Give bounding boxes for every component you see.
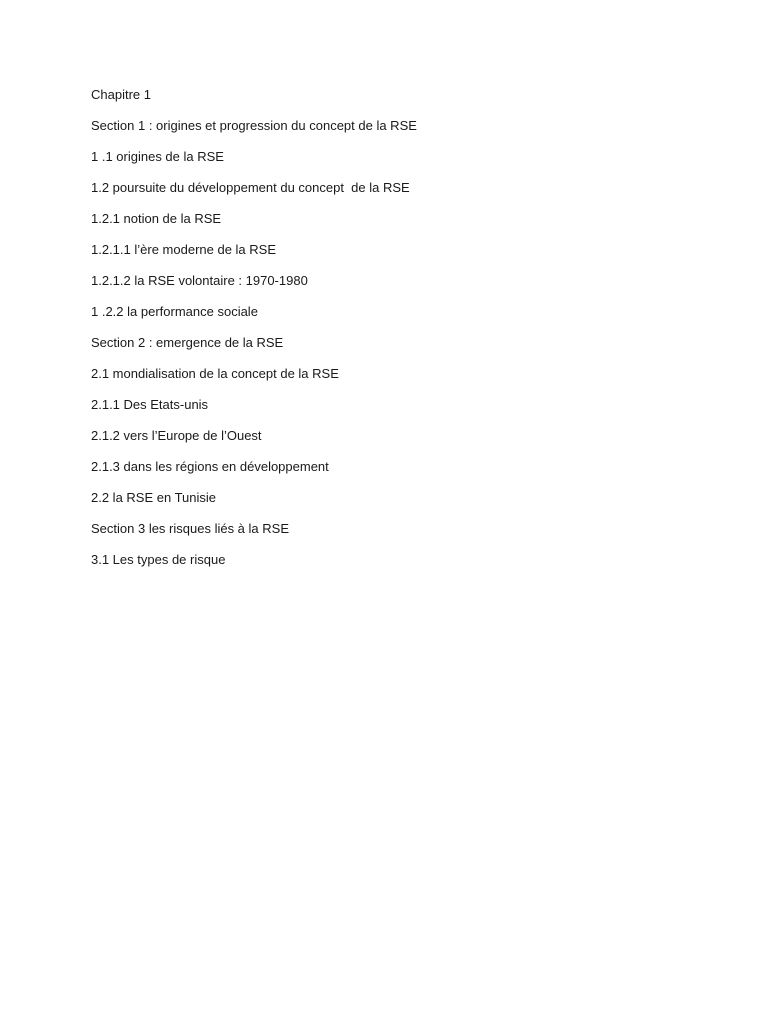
subsubsection-heading: 2.1.2 vers l’Europe de l’Ouest xyxy=(91,428,262,443)
outline-item: 1.2.1.1 l’ère moderne de la RSE xyxy=(91,242,276,257)
subsubsection-heading: 1.2.1 notion de la RSE xyxy=(91,211,222,226)
section-heading: Section 1 : origines et progression du concept de la RSE xyxy=(91,118,417,133)
subsection-heading: 1 .1 origines de la RSE xyxy=(91,149,224,164)
subsubsection-heading: 1 .2.2 la performance sociale xyxy=(91,304,258,319)
chapter-title: Chapitre 1 xyxy=(91,87,151,102)
section-heading: Section 3 les risques liés à la RSE xyxy=(91,521,289,536)
outline-list xyxy=(91,86,691,582)
subsubsection-heading: 2.1.1 Des Etats-unis xyxy=(91,397,209,412)
outline-item: 1.2.1.2 la RSE volontaire : 1970-1980 xyxy=(91,273,308,288)
section-heading: Section 2 : emergence de la RSE xyxy=(91,335,284,350)
subsection-heading: 3.1 Les types de risque xyxy=(91,552,226,567)
subsection-heading: 2.1 mondialisation de la concept de la RSE xyxy=(91,366,339,381)
subsection-heading: 2.2 la RSE en Tunisie xyxy=(91,490,217,505)
subsubsection-heading: 2.1.3 dans les régions en développement xyxy=(91,459,329,474)
subsection-heading: 1.2 poursuite du développement du concept de la RSE xyxy=(91,180,410,195)
